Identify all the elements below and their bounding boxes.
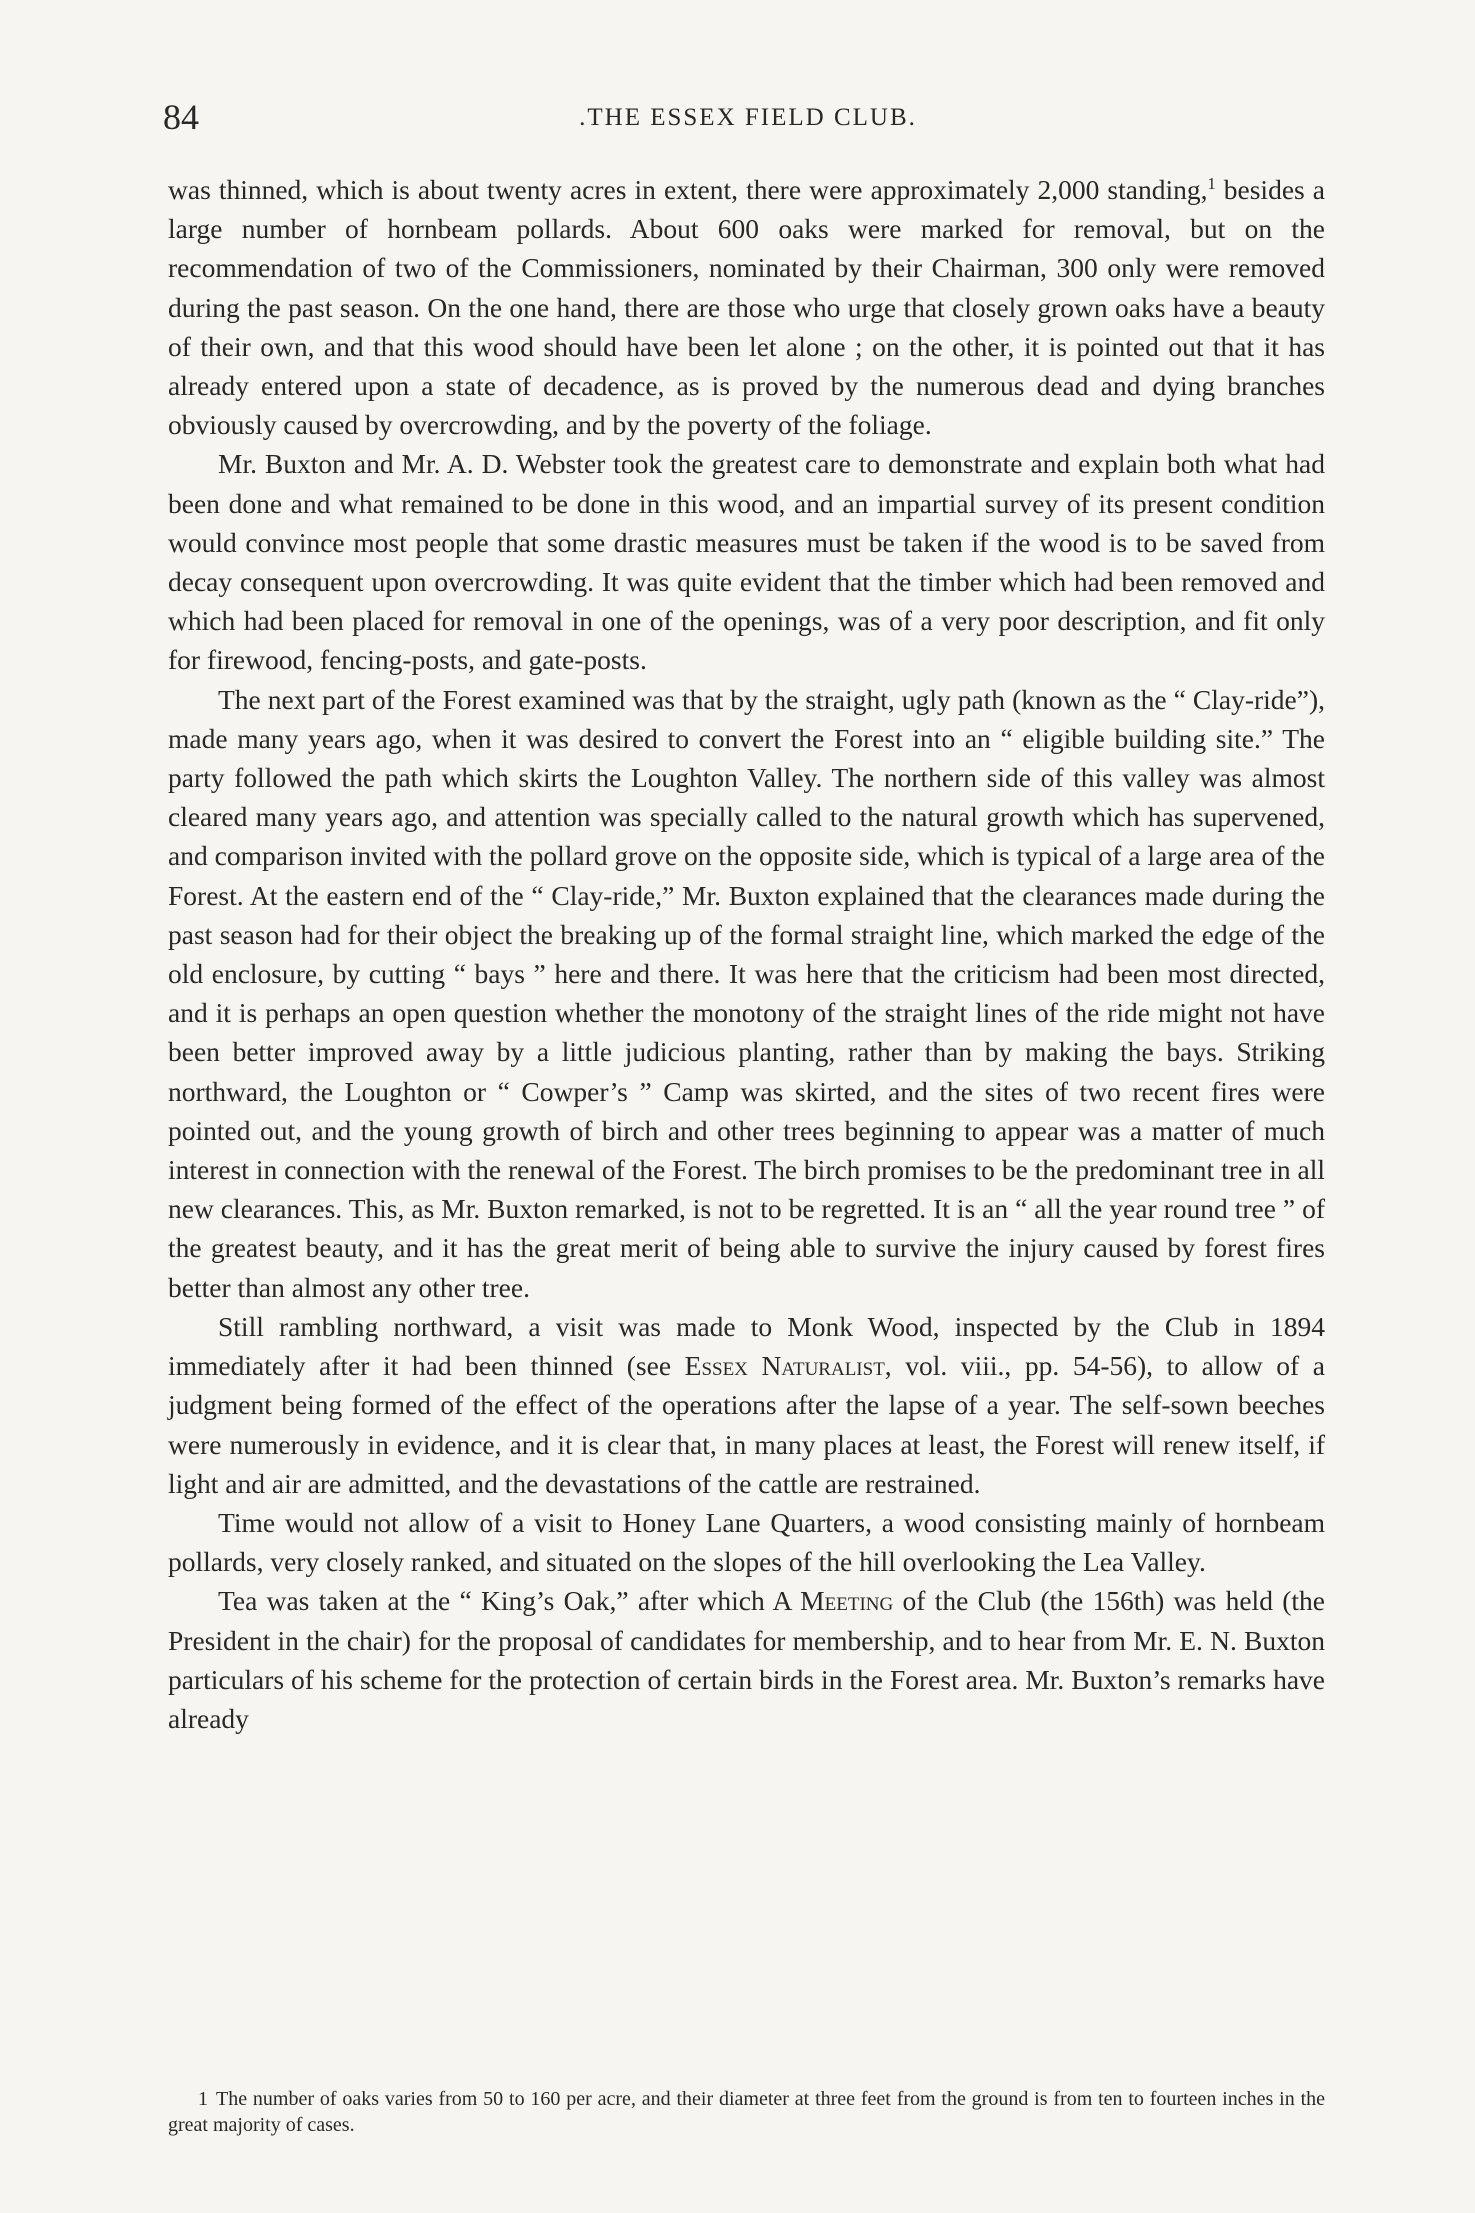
paragraph-6 [168, 1581, 1325, 1738]
paragraph-4-text-b: , vol. viii., pp. 54-56), to allow of a judgment being formed of the effect of the operations after the lapse of a year. The self-sown beeches were numerously in evidence, and it is clear that, in many places at least, the Forest will renew itself, if light and air are admitted, and the devastations of the cattle are restrained. [168, 1350, 1326, 1499]
paragraph-5: Time would not allow of a visit to Honey Lane Quarters, a wood consisting mainly of hornbeam pollards, very closely ranked, and situated on the slopes of the hill overlooking the Lea Valley. [168, 1506, 1325, 1578]
footnote-text: The number of oaks varies from 50 to 160 per acre, and their diameter at three feet from the ground is from ten to fourteen inches in the great majority of cases. [168, 2088, 1325, 2136]
paragraph-1-text-b: besides a large number of hornbeam pollards. About 600 oaks were marked for removal, but on the recommendation of two of the Commissioners, nominated by their Chairman, 300 only were removed during the past season. On the one hand, there are those who urge that closely grown oaks have a beauty of their own, and that this wood should have been let alone ; on the other, it is pointed out that it has already entered upon a state of decadence, as is proved by the numerous dead and dying branches obviously caused by overcrowding, and by the poverty of the foliage. [168, 174, 1325, 441]
paragraph-6-text-b: of the Club (the 156th) was held (the President in the chair) for the proposal of candidates for membership, and to hear from Mr. E. N. Buxton particulars of his scheme for the protection of certain birds in the Forest area. Mr. Buxton’s remarks have already [168, 1585, 1325, 1734]
running-head: .THE ESSEX FIELD CLUB. [579, 104, 917, 131]
paragraph-2: Mr. Buxton and Mr. A. D. Webster took the greatest care to demonstrate and explain both what had been done and what remained to be done in this wood, and an impartial survey of its present condition would convince most people that some drastic measures must be taken if the wood is to be saved from decay consequent upon overcrowding. It was quite evident that the timber which had been removed and which had been placed for removal in one of the openings, was of a very poor description, and fit only for firewood, fencing-posts, and gate-posts. [168, 448, 1325, 676]
journal-title: Essex Naturalist [684, 1350, 885, 1382]
page-header [163, 92, 1333, 142]
paragraph-1 [168, 170, 1325, 444]
page-number: 84 [163, 97, 199, 137]
body-text [168, 170, 1325, 1738]
footnote-reference: 1 [1207, 173, 1216, 193]
paragraph-1-text-a: was thinned, which is about twenty acres in extent, there were approximately 2,000 standing, [168, 174, 1208, 205]
paragraph-6-text-a: Tea was taken at the “ King’s Oak,” after which A [218, 1585, 801, 1617]
meeting-smallcaps: Meeting [800, 1585, 894, 1617]
paragraph-4 [168, 1307, 1325, 1503]
footnote [168, 2086, 1325, 2138]
paragraph-3: The next part of the Forest examined was that by the straight, ugly path (known as the “ Clay-ride”), made many years ago, when it was desired to convert the Forest into an “ eligible building site.” The party followed the path which skirts the Loughton Valley. The northern side of this valley was almost cleared many years ago, and attention was specially called to the natural growth which has supervened, and comparison invited with the pollard grove on the opposite side, which is typical of a large area of the Forest. At the eastern end of the “ Clay-ride,” Mr. Buxton explained that the clearances made during the past season had for their object the breaking up of the formal straight line, which marked the edge of the old enclosure, by cutting “ bays ” here and there. It was here that the criticism had been most directed, and it is perhaps an open question whether the monotony of the straight lines of the ride might not have been better improved away by a little judicious planting, rather than by making the bays. Striking northward, the Loughton or “ Cowper’s ” Camp was skirted, and the sites of two recent fires were pointed out, and the young growth of birch and other trees beginning to appear was a matter of much interest in connection with the renewal of the Forest. The birch promises to be the predominant tree in all new clearances. This, as Mr. Buxton remarked, is not to be regretted. It is an “ all the year round tree ” of the greatest beauty, and it has the great merit of being able to survive the injury caused by forest fires better than almost any other tree. [168, 683, 1325, 1303]
paragraph-4-text-a: Still rambling northward, a visit was made to Monk Wood, inspected by the Club in 1894 immediately after it had been thinned (see [168, 1310, 1325, 1382]
footnote-mark: 1 [198, 2088, 208, 2110]
